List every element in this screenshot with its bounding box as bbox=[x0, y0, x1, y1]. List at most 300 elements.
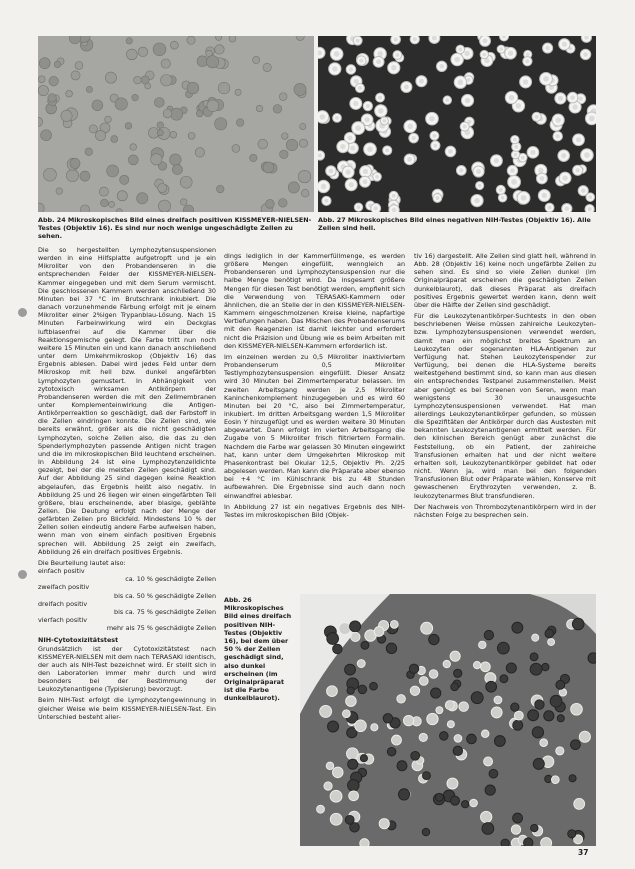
cell bbox=[188, 132, 195, 139]
cell bbox=[447, 778, 458, 789]
cell-nucleus bbox=[367, 146, 373, 152]
cell-nucleus bbox=[535, 115, 539, 119]
cell bbox=[361, 641, 369, 649]
cell bbox=[419, 733, 427, 741]
cell bbox=[411, 751, 420, 760]
cell-nucleus bbox=[334, 51, 340, 57]
cell bbox=[351, 632, 360, 641]
cell bbox=[128, 155, 138, 165]
cell bbox=[163, 109, 172, 118]
cell bbox=[253, 56, 260, 63]
cell bbox=[158, 200, 170, 212]
cell bbox=[571, 703, 583, 715]
cell bbox=[235, 89, 241, 95]
cell-nucleus bbox=[324, 199, 328, 203]
cell bbox=[339, 623, 351, 635]
cell bbox=[41, 130, 52, 141]
figure-24-caption: Abb. 24 Mikroskopisches Bild eines dreifach positiven KISSMEYER-NIELSEN-Testes (Objektiv 16). Es sind nur noch wenige ungeschädigte Zellen zu sehen. bbox=[38, 216, 312, 241]
cell-nucleus bbox=[363, 179, 368, 184]
cell bbox=[89, 125, 97, 133]
cell bbox=[232, 145, 240, 153]
cell bbox=[215, 118, 227, 130]
cell bbox=[542, 663, 549, 670]
cell bbox=[317, 805, 325, 813]
cell bbox=[99, 187, 108, 196]
cell-nucleus bbox=[404, 85, 409, 90]
cell bbox=[551, 776, 559, 784]
cell bbox=[528, 710, 539, 721]
cell bbox=[263, 63, 271, 71]
cell-nucleus bbox=[319, 114, 325, 120]
rating-label: vierfach positiv bbox=[38, 616, 88, 625]
cell-nucleus bbox=[432, 134, 436, 138]
cell bbox=[180, 176, 192, 188]
cell bbox=[486, 681, 497, 692]
cell-nucleus bbox=[516, 103, 522, 109]
cell bbox=[386, 643, 396, 653]
cell bbox=[429, 670, 438, 679]
cell-nucleus bbox=[458, 79, 464, 85]
binder-hole bbox=[18, 308, 27, 317]
cell-nucleus bbox=[445, 98, 449, 102]
paragraph: Die so hergestellten Lymphozytensuspensionen werden in eine Hilfsplatte aufgetropft und je ein Mikroliter von den Probandenseren in die entsprechenden Felder der KISSMEYER-NIELSEN-Kammer eingegeben und mit dem Serum vermischt. Die geschlossenen Kammern werden anschließend 30 Minuten bei 37 °C im Brutschrank inkubiert. Die danach vorzunehmende Färbung erfolgt mit je einem Mikroliter einer 2%igen Trypanblau-Lösung. Nach 15 Minuten Farbeinwirkung wird ein Deckglas luftblasenfrei auf die Kammer über die Reaktionsgemische gelegt. Die Farbe tritt nun noch weitere 15 Minuten ein und kann danach anschließend unter dem Umkehrmikroskop (Objektiv 16) das Ergebnis ablesen. Dabei wird jedes Feld unter dem Mikroskop mit hell bzw. dunkel angefärbten Lymphozyten gemustert. In Abhängigkeit von zytotoxisch wirksamen Antikörpern der Probandenseren werden die mit den Zellmembranen unter Komplementeinwirkung die Antigen-Antikörperreaktion so geschädigt, daß der Farbstoff in die Zellen eindringen konnte. Die Zellen sind, wie bereits erwähnt, größer als die nicht geschädigten Lymphozyten, solche Zellen also, die das zu den Spenderlymphozyten passende Antigen nicht tragen und die im mikroskopischen Bild leuchtend erscheinen. In Abbildung 24 ist eine Lymphozytenzelldichte gezeigt, bei der die meisten Zellen geschädigt sind. Auf der Abbildung 25 sind dagegen keine Reaktion abgelaufen, das Ergebnis heißt also negativ. In Abbildung 25 und 26 liegen wir einen eingefärbten Teil größere, blau erscheinende, aber blasige, geblähte Zellen. Die Deutung erfolgt nach der Menge der gefärbten Zellen pro Blickfeld. Mindestens 10 % der Zellen sollen eindeutig andere Farbe aufweisen haben, wenn man von einem einfach positiven Ergebnis sprechen will. Abbildung 25 zeigt ein zweifach, Abbildung 26 ein dreifach positives Ergebnis. bbox=[38, 246, 216, 556]
cell-nucleus bbox=[570, 95, 575, 100]
rating-value: mehr als 75 % geschädigte Zellen bbox=[106, 624, 216, 633]
cell bbox=[48, 94, 56, 102]
cell-nucleus bbox=[514, 153, 518, 157]
cell bbox=[56, 188, 63, 195]
cell bbox=[328, 721, 339, 732]
cell bbox=[450, 796, 459, 805]
cell-nucleus bbox=[521, 195, 527, 201]
cell-nucleus bbox=[340, 144, 345, 149]
cell bbox=[450, 651, 460, 661]
cell-nucleus bbox=[346, 169, 351, 174]
cell bbox=[506, 663, 516, 673]
cell bbox=[236, 119, 244, 127]
cell-nucleus bbox=[411, 136, 415, 140]
cell bbox=[324, 782, 332, 790]
cell bbox=[467, 734, 477, 744]
cell bbox=[556, 680, 565, 689]
cell bbox=[371, 724, 378, 731]
cell bbox=[370, 682, 378, 690]
cell-nucleus bbox=[539, 176, 544, 181]
cell bbox=[195, 148, 204, 157]
cell bbox=[398, 789, 409, 800]
paragraph: Die Beurteilung lautet also: bbox=[38, 558, 126, 567]
cell bbox=[473, 661, 480, 668]
cell bbox=[454, 735, 462, 743]
cell bbox=[572, 618, 584, 630]
cell bbox=[273, 105, 282, 114]
cell-nucleus bbox=[383, 119, 387, 123]
cell bbox=[107, 165, 119, 177]
cell bbox=[397, 761, 407, 771]
cell bbox=[116, 209, 122, 212]
cell bbox=[480, 811, 491, 822]
cell-nucleus bbox=[454, 57, 460, 63]
cell bbox=[170, 41, 178, 49]
cell-nucleus bbox=[392, 194, 396, 198]
cell-nucleus bbox=[508, 51, 513, 56]
cell bbox=[484, 630, 493, 639]
cell bbox=[429, 634, 439, 644]
cell bbox=[327, 633, 339, 645]
cell bbox=[86, 86, 92, 92]
cell bbox=[494, 696, 502, 704]
cell bbox=[459, 702, 469, 712]
cell bbox=[358, 685, 367, 694]
rating-label: zweifach positiv bbox=[38, 583, 90, 592]
cell bbox=[544, 711, 554, 721]
cell-nucleus bbox=[576, 137, 581, 142]
cell-nucleus bbox=[321, 184, 327, 190]
cell bbox=[403, 715, 413, 725]
cell bbox=[171, 108, 183, 120]
cell-nucleus bbox=[377, 51, 383, 57]
cell-nucleus bbox=[578, 96, 583, 101]
cell bbox=[479, 641, 486, 648]
rating-value: bis ca. 50 % geschädigte Zellen bbox=[114, 591, 216, 600]
cell bbox=[187, 82, 199, 94]
cell bbox=[550, 695, 562, 707]
cell bbox=[461, 801, 468, 808]
cell bbox=[574, 798, 585, 809]
rating-label: einfach positiv bbox=[38, 567, 85, 576]
cell bbox=[49, 76, 58, 85]
cell bbox=[350, 621, 361, 632]
cell-nucleus bbox=[572, 104, 577, 109]
cell bbox=[541, 838, 552, 846]
cell-nucleus bbox=[376, 59, 381, 64]
cell-nucleus bbox=[474, 198, 480, 204]
cell bbox=[548, 639, 555, 646]
cell bbox=[263, 162, 274, 173]
cell bbox=[138, 47, 148, 57]
cell bbox=[431, 688, 441, 698]
cell bbox=[350, 823, 360, 833]
cell bbox=[513, 720, 523, 730]
cell bbox=[390, 620, 398, 628]
cell bbox=[333, 644, 343, 654]
cell-nucleus bbox=[348, 182, 353, 187]
cell bbox=[332, 767, 343, 778]
cell-nucleus bbox=[433, 143, 437, 147]
cell bbox=[75, 61, 83, 69]
cell bbox=[301, 189, 309, 197]
cell bbox=[447, 721, 454, 728]
cell-nucleus bbox=[413, 37, 417, 41]
cell bbox=[357, 660, 365, 668]
cell bbox=[379, 819, 389, 829]
cell bbox=[397, 695, 406, 704]
cell-nucleus bbox=[465, 98, 470, 103]
section-heading: NIH-Cytotoxizitätstest bbox=[38, 636, 119, 645]
figure-27-micrograph bbox=[318, 36, 596, 212]
cell bbox=[80, 205, 89, 212]
cell bbox=[545, 629, 554, 638]
cell bbox=[92, 100, 103, 111]
cell bbox=[588, 653, 596, 663]
cell bbox=[299, 139, 307, 147]
cell-nucleus bbox=[458, 47, 462, 51]
cell bbox=[320, 705, 332, 717]
cell-nucleus bbox=[561, 153, 566, 158]
cell bbox=[342, 710, 350, 718]
cell bbox=[349, 791, 359, 801]
cell-nucleus bbox=[459, 168, 463, 172]
cell-nucleus bbox=[354, 79, 359, 84]
cell bbox=[512, 622, 523, 633]
cell bbox=[120, 175, 129, 184]
rating-value: ca. 10 % geschädigte Zellen bbox=[125, 575, 216, 584]
cell bbox=[532, 634, 539, 641]
cell-nucleus bbox=[482, 53, 486, 57]
cell-nucleus bbox=[478, 184, 482, 188]
cell bbox=[141, 76, 149, 84]
cell bbox=[206, 56, 218, 68]
paragraph: tiv 16) dargestellt. Alle Zellen sind glatt hell, während in Abb. 28 (Objektiv 16) keine noch ungefärbte Zellen zu sehen sind. Es sind so viele Zellen dunkel (im Originalpräparat erscheinen die geschädigten Zellen dunkelblaurot), daß dieses Präparat als dreifach positives Ergebnis gewertet werden kann, denn weit über die Hälfte der Zellen sind geschädigt. bbox=[414, 252, 596, 309]
cell-nucleus bbox=[510, 168, 515, 173]
cell bbox=[530, 663, 542, 675]
cell bbox=[111, 136, 118, 143]
cell bbox=[216, 36, 222, 40]
cell bbox=[288, 182, 299, 193]
cell bbox=[258, 139, 268, 149]
cell-nucleus bbox=[448, 149, 453, 154]
cell bbox=[330, 813, 342, 825]
cell-nucleus bbox=[523, 79, 528, 84]
cell bbox=[170, 131, 177, 138]
cell bbox=[115, 98, 127, 110]
cell-nucleus bbox=[349, 67, 353, 71]
cell bbox=[535, 700, 544, 709]
cell bbox=[300, 123, 306, 129]
cell bbox=[326, 762, 334, 770]
figure-26-micrograph bbox=[300, 594, 596, 846]
cell bbox=[43, 168, 56, 181]
cell-nucleus bbox=[393, 37, 397, 41]
cell-nucleus bbox=[530, 150, 535, 155]
cell bbox=[80, 171, 90, 181]
cell bbox=[422, 772, 430, 780]
cell bbox=[531, 824, 538, 831]
cell bbox=[511, 825, 520, 834]
cell-nucleus bbox=[509, 95, 515, 101]
cell bbox=[514, 711, 523, 720]
cell bbox=[39, 58, 50, 69]
cell bbox=[494, 736, 505, 747]
cell bbox=[355, 720, 367, 732]
cell-nucleus bbox=[439, 64, 444, 69]
cell bbox=[532, 727, 543, 738]
cell bbox=[286, 139, 298, 151]
cell-nucleus bbox=[391, 65, 396, 70]
cell bbox=[348, 780, 360, 792]
cell bbox=[327, 686, 338, 697]
cell-nucleus bbox=[543, 76, 549, 82]
cell-nucleus bbox=[365, 117, 370, 122]
cell bbox=[137, 193, 148, 204]
cell bbox=[279, 93, 287, 101]
cell bbox=[66, 169, 78, 181]
cell-nucleus bbox=[499, 47, 503, 51]
cell bbox=[513, 813, 523, 823]
cell bbox=[392, 735, 402, 745]
cell-nucleus bbox=[556, 134, 560, 138]
cell bbox=[436, 707, 443, 714]
cell-nucleus bbox=[499, 188, 503, 192]
cell-nucleus bbox=[494, 158, 499, 163]
cell bbox=[278, 199, 287, 208]
cell-nucleus bbox=[463, 124, 467, 128]
paragraph: dings lediglich in der Kammerfüllmenge, es werden größere Mengen eingefüllt, wenngleich an Probandenseren und Lymphozytensuspension nur die halbe Menge benötigt wird. Da insgesamt größere Mengen für diesen Test benötigt werden, empfiehlt sich die Verwendung von TERASAKI-Kammern oder ähnlichen, die an Stelle der in den KISSMEYER-NIELSEN-Kammern eingeschmolzenen Kreise kleine, napfartige Vertiefungen haben. Das Mischen des Probandenserums mit den Reagenzien ist damit leichter und erfordert nicht die Präzision und Übung wie es beim Arbeiten mit den KISSMEYER-NIELSEN-Kammern erforderlich ist. bbox=[224, 252, 405, 350]
cell-nucleus bbox=[562, 175, 567, 180]
cell bbox=[134, 76, 142, 84]
cell-nucleus bbox=[589, 116, 595, 122]
cell bbox=[497, 642, 509, 654]
cell bbox=[153, 43, 166, 56]
cell bbox=[298, 170, 311, 183]
cell bbox=[571, 740, 581, 750]
cell-nucleus bbox=[378, 96, 382, 100]
cell bbox=[66, 90, 73, 97]
cell-nucleus bbox=[366, 104, 370, 108]
paragraph: Im einzelnen werden zu 0,5 Mikroliter inaktiviertem Probandenserum 0,5 Mikroliter Testlymphozytensuspension eingefüllt. Dieser Ansatz wird 30 Minuten bei Zimmertemperatur belassen. Im zweiten Arbeitsgang werden je 2,5 Mikroliter Kaninchenkomplement hinzugegeben und es wird 60 Minuten bei 20 °C, also bei Zimmertemperatur, inkubiert. Im dritten Arbeitsgang werden 1,5 Mikroliter Eosin Y hinzugefügt und es werden weitere 30 Minuten abgewartet. Dann erfolgt im vierten Arbeitsgang die Zugabe von 5 Mikroliter frisch filtriertem Formalin. Nachdem die Farbe war gelassen 30 Minuten eingewirkt hat, kann unter dem Umgekehrten Mikroskop mit Phasenkontrast bei Okular 12,5, Objektiv Ph. 2/25 abgelesen werden. Man kann die Präparate aber ebenso bei +4 °C im Kühlschrank bis zu 48 Stunden aufbewahren. Die Ergebnisse sind auch dann noch einwandfrei ablesbar. bbox=[224, 352, 405, 500]
cell bbox=[330, 790, 342, 802]
cell-nucleus bbox=[357, 205, 361, 209]
rating-label: dreifach positiv bbox=[38, 599, 88, 608]
cell-nucleus bbox=[335, 116, 339, 120]
cell-nucleus bbox=[513, 138, 517, 142]
cell bbox=[218, 82, 230, 94]
cell-nucleus bbox=[353, 101, 358, 106]
figure-27-caption: Abb. 27 Mikroskopisches Bild eines negativen NIH-Testes (Objektiv 16). Alle Zellen sind hell. bbox=[318, 216, 591, 233]
cell bbox=[484, 757, 493, 766]
cell bbox=[440, 732, 449, 741]
cell-nucleus bbox=[467, 78, 471, 82]
cell-nucleus bbox=[511, 179, 517, 185]
cell bbox=[360, 755, 367, 762]
cell bbox=[105, 116, 112, 123]
cell-nucleus bbox=[575, 168, 580, 173]
cell bbox=[151, 154, 162, 165]
cell-nucleus bbox=[395, 53, 399, 57]
cell bbox=[38, 76, 45, 83]
cell bbox=[556, 747, 564, 755]
paragraph: In Abbildung 27 ist ein negatives Ergebnis des NIH-Testes im mikroskopischen Bild (Objek- bbox=[224, 502, 405, 519]
paragraph: Grundsätzlich ist der Cytotoxizitätstest nach KISSMEYER-NIELSEN mit dem nach TERASAKI identisch, der auch als NIH-Test bezeichnet wird. Er stellt sich in den Laboratorien immer mehr durch und wird besonders bei der Bestimmung der Leukozytenantigene (Typisierung) bevorzugt. bbox=[38, 644, 216, 694]
cell bbox=[280, 150, 289, 159]
cell-nucleus bbox=[419, 79, 424, 84]
cell bbox=[523, 838, 533, 846]
cell bbox=[172, 164, 182, 174]
cell-nucleus bbox=[584, 152, 590, 158]
cell bbox=[481, 730, 489, 738]
cell-nucleus bbox=[407, 124, 413, 130]
cell-nucleus bbox=[332, 66, 338, 72]
cell bbox=[383, 714, 393, 724]
cell bbox=[445, 701, 454, 710]
cell-nucleus bbox=[514, 145, 518, 149]
cell bbox=[207, 100, 219, 112]
cell bbox=[215, 45, 224, 54]
cell bbox=[38, 85, 48, 95]
cell bbox=[256, 105, 263, 112]
figure-24-micrograph bbox=[38, 36, 314, 212]
cell bbox=[158, 184, 167, 193]
cell-nucleus bbox=[521, 156, 525, 160]
cell bbox=[346, 696, 357, 707]
text-column-2 bbox=[224, 252, 405, 564]
cell bbox=[130, 144, 137, 151]
cell-nucleus bbox=[526, 53, 530, 57]
cell bbox=[101, 199, 109, 207]
paragraph: Beim NIH-Test erfolgt die Lymphozytengewinnung in gleicher Weise wie beim KISSMEYER-NIELSEN-Test. Ein Unterschied besteht aller- bbox=[38, 696, 216, 721]
cell bbox=[216, 185, 224, 193]
cell-nucleus bbox=[583, 52, 588, 57]
text-column-3 bbox=[414, 252, 596, 564]
cell-nucleus bbox=[565, 206, 570, 211]
cell bbox=[187, 36, 195, 44]
paragraph: Für die Leukozytenantikörper-Suchtests in den oben beschriebenen Weise müssen zahlreiche Leukozyten- bzw. Lymphozytensuspensionen verwendet werden, damit man ein möglichst breites Spektrum an Leukozyten oder sogenannten HLA-Antigenen zur Verfügung hat. Stehen Leukozytenspender zur Verfügung, bei denen die HLA-Systeme bereits weitestgehend bestimmt sind, so kann man aus diesen ein entsprechendes Testpanel zusammenstellen. Meist aber genügt es bei Screenen von Seren, wenn man wenigstens 30 unausgesuchte Lymphozytensuspensionen verwendet. Hat man allerdings Leukozytenantikörper gefunden, so müssen die Spezifitäten der Antikörper durch das Austesten mit bekannten Leukozytenantigenen ermittelt werden. Für den klinischen Bereich genügt aber zunächst die Feststellung, ob ein Patient, der zahlreiche Transfusionen erhalten hat und der nicht weitere erhalten soll, Leukozytenantikörper gebildet hat oder nicht. Wenn ja, wird man bei den folgenden Transfusionen Blut oder Präparate wählen, Konserve mit gewaschenen Erythrozyten verwenden, z. B. leukozytenarmes Blut transfundieren. bbox=[414, 312, 596, 500]
cell-nucleus bbox=[347, 135, 352, 140]
cell bbox=[569, 775, 576, 782]
cell bbox=[409, 664, 418, 673]
cell-nucleus bbox=[350, 146, 355, 151]
page-number: 37 bbox=[578, 848, 589, 857]
cell-nucleus bbox=[358, 86, 362, 90]
text-column-1 bbox=[38, 246, 216, 846]
cell bbox=[132, 94, 139, 101]
cell bbox=[579, 731, 590, 742]
cell bbox=[85, 148, 93, 156]
cell-nucleus bbox=[581, 188, 586, 193]
cell-nucleus bbox=[385, 148, 389, 152]
cell bbox=[347, 687, 354, 694]
cell bbox=[481, 662, 491, 672]
cell bbox=[491, 707, 502, 718]
cell-nucleus bbox=[329, 169, 334, 174]
cell-nucleus bbox=[545, 46, 550, 51]
cell bbox=[489, 769, 498, 778]
cell bbox=[61, 110, 72, 121]
cell-nucleus bbox=[374, 206, 378, 210]
cell bbox=[451, 683, 459, 691]
cell bbox=[250, 154, 257, 161]
cell-nucleus bbox=[378, 108, 384, 114]
cell bbox=[387, 747, 396, 756]
cell-nucleus bbox=[558, 96, 563, 101]
cell bbox=[196, 110, 203, 117]
cell bbox=[410, 686, 419, 695]
cell bbox=[126, 38, 132, 44]
cell bbox=[117, 191, 127, 201]
figure-26-caption: Abb. 26 Mikroskopisches Bild eines dreifach positiven NIH-Testes (Objektiv 16), bei dem über 50 % der Zellen geschädigt sind, also dunkel erscheinen (im Originalpräparat ist die Farbe dunkelblaurot). bbox=[224, 596, 292, 703]
cell bbox=[485, 785, 495, 795]
cell bbox=[281, 133, 288, 140]
cell bbox=[482, 823, 494, 835]
cell-nucleus bbox=[562, 42, 567, 47]
cell-nucleus bbox=[548, 206, 552, 210]
cell-nucleus bbox=[476, 169, 481, 174]
cell-nucleus bbox=[355, 125, 361, 131]
cell bbox=[511, 703, 519, 711]
cell-nucleus bbox=[501, 196, 505, 200]
cell bbox=[500, 675, 508, 683]
cell bbox=[443, 660, 450, 667]
